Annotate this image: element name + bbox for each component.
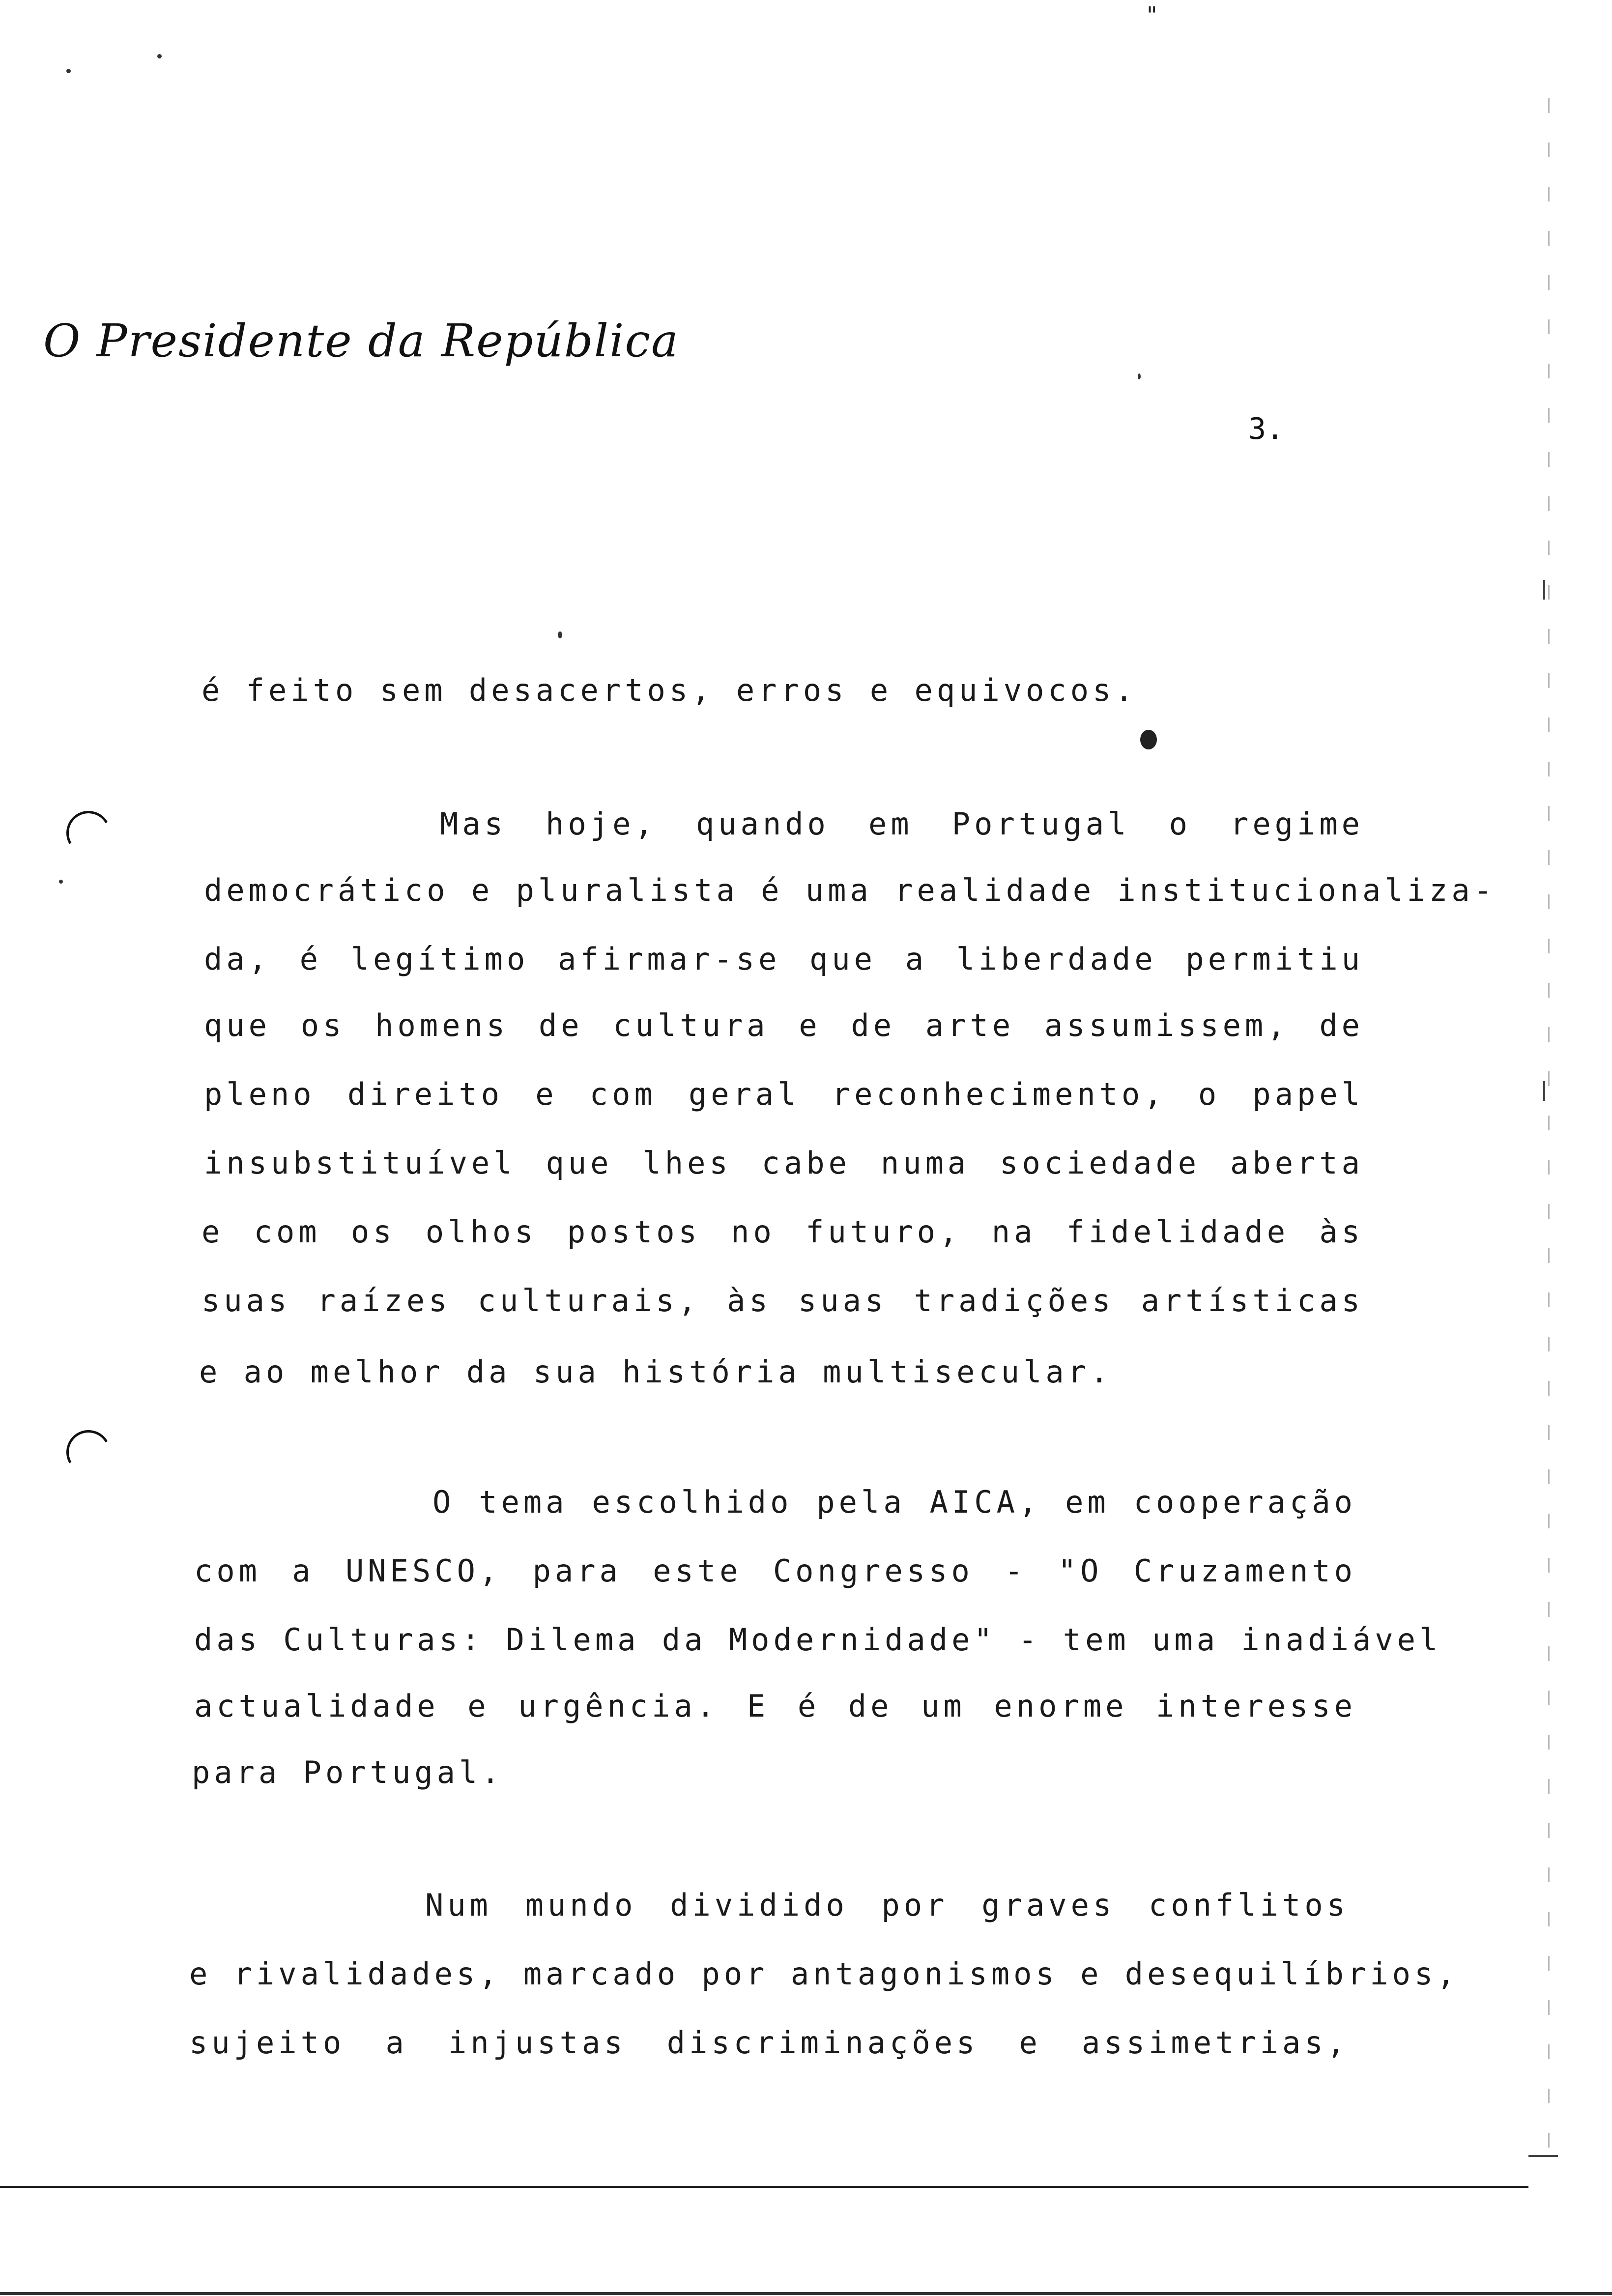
hole-punch-mark <box>61 806 115 860</box>
paragraph-2-first-line <box>440 806 1364 842</box>
paragraph-2-line: Mas hoje, quando em Portugal o regime <box>440 806 1364 842</box>
paragraph-2-line: da, é legítimo afirmar-se que a liberdade permitiu <box>204 941 1364 977</box>
scan-speck <box>1138 373 1141 379</box>
scan-speck <box>66 69 71 73</box>
paragraph-4-line: Num mundo dividido por graves conflitos <box>425 1887 1349 1923</box>
paragraph-3-line: para Portugal. <box>192 1754 504 1790</box>
paragraph-3-line: com a UNESCO, para este Congresso - "O Cruzamento <box>194 1553 1356 1589</box>
paragraph-2-line: e ao melhor da sua história multisecular. <box>199 1354 1113 1390</box>
paragraph-4-line: sujeito a injustas discriminações e assimetrias, <box>189 2025 1349 2061</box>
scan-blot <box>1140 730 1157 749</box>
footer-rule <box>0 2186 1528 2188</box>
scan-right-edge <box>1548 98 1550 2162</box>
page-number: 3. <box>1248 412 1284 446</box>
paragraph-2-line: insubstituível que lhes cabe numa sociedade aberta <box>204 1145 1364 1181</box>
paragraph-4-line: e rivalidades, marcado por antagonismos e desequilíbrios, <box>189 1956 1459 1992</box>
scan-speck <box>157 54 162 58</box>
edge-mark <box>1543 1081 1545 1101</box>
paragraph-2-line: e com os olhos postos no futuro, na fidelidade às <box>202 1214 1364 1250</box>
edge-mark <box>1543 580 1545 600</box>
top-mark: " <box>1145 2 1159 29</box>
edge-mark <box>1528 2155 1558 2157</box>
letterhead: O Presidente da República <box>43 315 679 367</box>
paragraph-2-line: pleno direito e com geral reconhecimento, o papel <box>204 1076 1364 1112</box>
paragraph-3-first-line <box>432 1484 1356 1520</box>
paragraph-2-line: suas raízes culturais, às suas tradições artísticas <box>202 1283 1364 1319</box>
scan-bottom-edge <box>0 2292 1612 2295</box>
paragraph-3-line: actualidade e urgência. E é de um enorme interesse <box>194 1688 1356 1724</box>
paragraph-2-line: democrático e pluralista é uma realidade institucionaliza- <box>204 872 1496 908</box>
paragraph-2-line: que os homens de cultura e de arte assumissem, de <box>204 1007 1364 1043</box>
paragraph-4-first-line <box>425 1887 1349 1923</box>
paragraph-1-line: é feito sem desacertos, erros e equivocos. <box>202 672 1137 708</box>
scan-speck <box>558 631 562 638</box>
paragraph-3-line: O tema escolhido pela AICA, em cooperação <box>432 1484 1356 1520</box>
paragraph-3-line: das Culturas: Dilema da Modernidade" - tem uma inadiável <box>194 1622 1442 1658</box>
hole-punch-mark <box>61 1425 115 1479</box>
scan-speck <box>59 880 63 884</box>
